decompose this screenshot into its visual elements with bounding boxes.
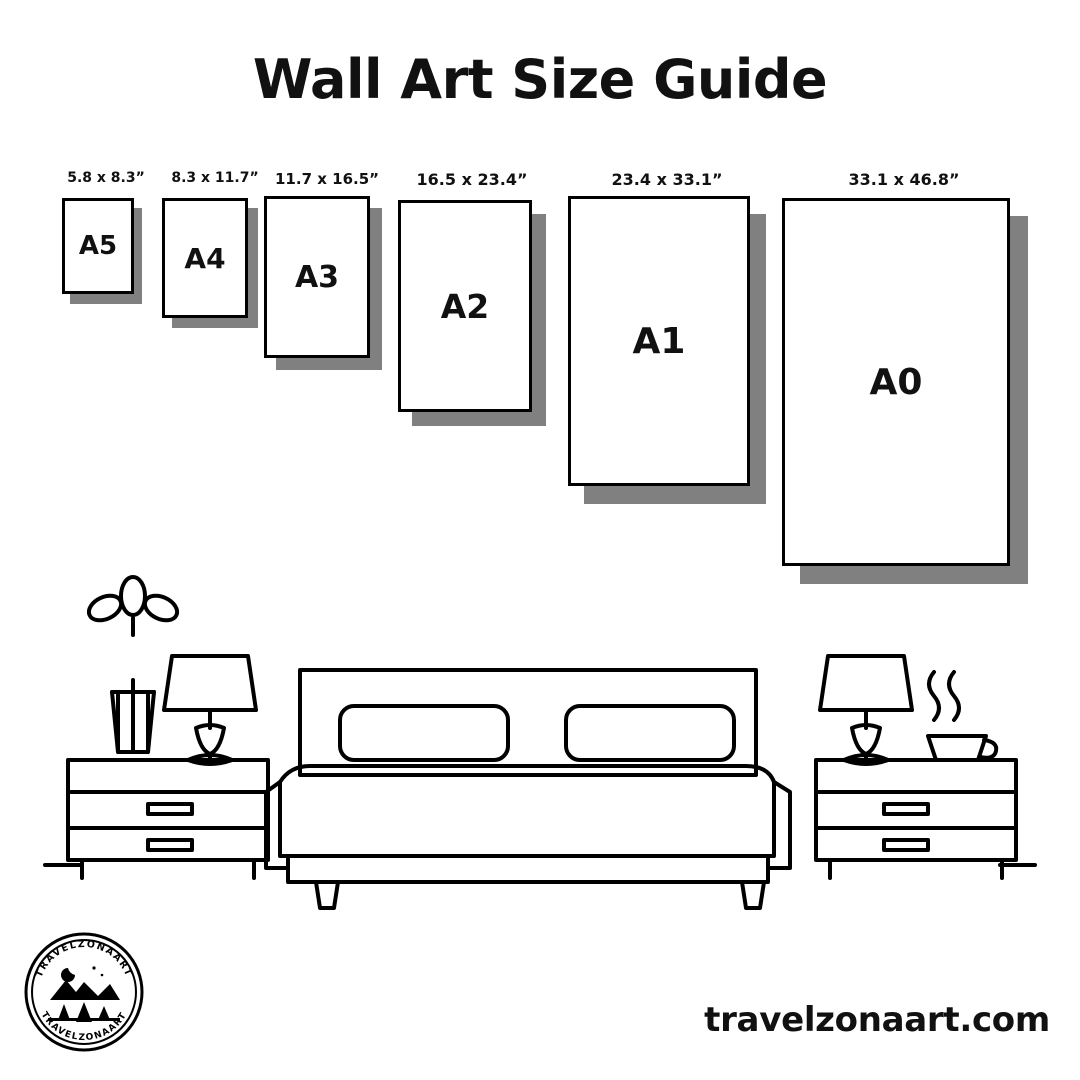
frame-a5-label: A5 (78, 231, 118, 261)
frame-a0-label: A0 (869, 361, 923, 403)
frame-a3-dimensions: 11.7 x 16.5” (275, 170, 379, 188)
bed (266, 670, 790, 908)
frame-a0-dimensions: 33.1 x 46.8” (848, 170, 960, 189)
nightstand-left (68, 760, 268, 878)
mountain-moon-trees-badge-icon (22, 930, 146, 1054)
frame-a0-box (782, 198, 1010, 566)
svg-text:TRAVELZONAART: TRAVELZONAART (38, 1010, 130, 1044)
svg-text:TRAVELZONAART: TRAVELZONAART (33, 938, 135, 979)
brand-logo (22, 930, 146, 1054)
coffee-cup (922, 672, 996, 760)
nightstand-right (816, 760, 1016, 878)
frame-a3-box (264, 196, 370, 358)
frame-a5-box (62, 198, 134, 294)
frame-a4-box (162, 198, 248, 318)
frame-a4-dimensions: 8.3 x 11.7” (171, 170, 259, 186)
table-lamp-right (820, 656, 912, 764)
website-url: travelzonaart.com (704, 1000, 1050, 1040)
frame-a2-label: A2 (440, 286, 490, 326)
frame-a0 (768, 170, 1040, 600)
plant-vase (85, 577, 181, 752)
frame-a1 (552, 170, 782, 530)
frame-a1-box (568, 196, 750, 486)
frame-a2 (380, 170, 564, 460)
frame-a3-label: A3 (294, 259, 340, 295)
bedroom-scene (0, 560, 1080, 920)
bedroom-illustration (0, 560, 1080, 920)
frame-a5-dimensions: 5.8 x 8.3” (67, 170, 145, 186)
frame-a2-dimensions: 16.5 x 23.4” (416, 170, 528, 189)
frame-a4-label: A4 (184, 241, 226, 275)
frame-a5 (50, 170, 162, 310)
frame-a2-box (398, 200, 532, 412)
frame-a1-dimensions: 23.4 x 33.1” (611, 170, 723, 189)
page-title: Wall Art Size Guide (252, 48, 828, 111)
table-lamp-left (164, 656, 256, 764)
frame-a1-label: A1 (632, 320, 686, 362)
